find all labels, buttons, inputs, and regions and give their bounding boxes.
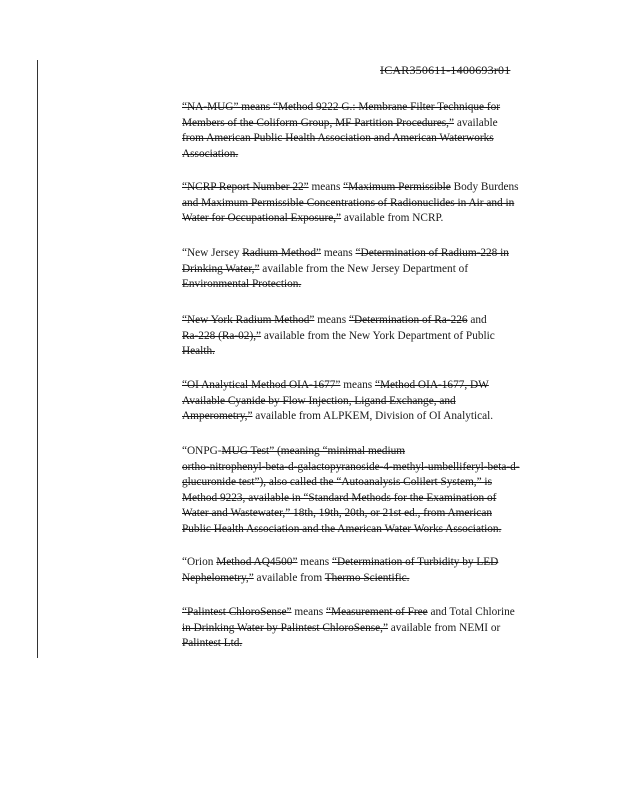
definition-line xyxy=(182,460,547,476)
definition-line xyxy=(182,329,547,345)
definition-line xyxy=(182,131,547,147)
struck-text: in Drinking Water by Palintest ChloroSense,” xyxy=(182,621,388,634)
definition-line xyxy=(182,116,547,132)
struck-text: “NCRP Report Number 22” xyxy=(182,181,309,193)
definition-line xyxy=(182,506,547,522)
definition-line xyxy=(182,621,547,637)
text-run: available from the New Jersey Department of xyxy=(259,262,469,275)
struck-text: from American Public Health Association and American Waterworks xyxy=(182,132,494,144)
text-run: means xyxy=(297,556,332,568)
text-run: means xyxy=(321,247,356,259)
definition-line xyxy=(182,211,547,227)
definition-line xyxy=(182,636,547,652)
struck-text: Association. xyxy=(182,147,239,160)
struck-text: “Measurement of Free xyxy=(326,606,428,618)
struck-text: Method 9223, available in “Standard Methods for the Examination of xyxy=(182,491,497,504)
definition-line xyxy=(182,522,547,538)
definition-palintest-chlorosense xyxy=(182,605,547,652)
text-run: means xyxy=(314,314,349,326)
definition-line xyxy=(182,180,547,196)
struck-text: ortho-nitrophenyl-beta-d-galactopyranoside-4-methyl-umbelliferyl-beta-d- xyxy=(182,460,520,473)
struck-text: “New York Radium Method” xyxy=(182,314,315,326)
definition-line xyxy=(182,491,547,507)
definition-line xyxy=(182,409,547,425)
text-run: available from ALPKEM, Division of OI Analytical. xyxy=(252,410,494,422)
struck-text: Health. xyxy=(182,345,215,357)
struck-text: Radium Method” xyxy=(242,247,321,259)
struck-text: Palintest Ltd. xyxy=(182,637,243,649)
struck-text: “Palintest ChloroSense” xyxy=(182,606,292,618)
definition-onpg-mug-test xyxy=(182,444,547,537)
definition-line xyxy=(182,344,547,360)
text-run: available from NCRP. xyxy=(341,212,444,224)
definition-line xyxy=(182,444,547,460)
struck-text: glucuronide test”), also called the “Autoanalysis Colilert System,” is xyxy=(182,476,492,488)
definition-line xyxy=(182,555,547,571)
struck-text: Public Health Association and the American Water Works Association. xyxy=(182,522,502,535)
definition-line xyxy=(182,262,547,278)
text-run: available from xyxy=(253,571,325,584)
text-run: and Total Chlorine xyxy=(427,606,515,618)
struck-text: Drinking Water,” xyxy=(182,262,260,275)
definition-new-jersey-radium xyxy=(182,246,547,293)
struck-text: Thermo Scientific. xyxy=(324,571,410,584)
margin-revision-bar xyxy=(37,60,38,658)
definition-line xyxy=(182,378,547,394)
text-run: means xyxy=(291,606,327,618)
definition-line xyxy=(182,475,547,491)
text-run: available from the New York Department of Public xyxy=(261,329,495,342)
text-run: available xyxy=(454,116,498,129)
struck-text: “Determination of Ra-226 xyxy=(348,314,468,326)
struck-text: “Maximum Permissible xyxy=(343,181,451,193)
struck-text: Available Cyanide by Flow Injection, Ligand Exchange, and xyxy=(182,394,456,407)
definition-oi-analytical xyxy=(182,378,547,425)
struck-text: “Method OIA-1677, DW xyxy=(374,379,489,391)
struck-text: Members of the Coliform Group, MF Partition Procedures,” xyxy=(182,116,455,129)
definition-na-mug xyxy=(182,100,547,162)
struck-text: Amperometry,” xyxy=(182,410,253,422)
struck-text: “Method 9222 G.: Membrane Filter Technique for xyxy=(272,101,501,113)
struck-text: MUG Test” (meaning “minimal medium xyxy=(221,445,406,457)
document-id-header: ICAR350611-1400693r01 xyxy=(380,63,511,77)
definition-new-york-radium xyxy=(182,313,547,360)
text-run: “ONPG- xyxy=(182,445,222,457)
text-run: available from NEMI or xyxy=(387,621,501,634)
text-run: means xyxy=(308,181,344,193)
text-run: “Orion xyxy=(182,556,217,568)
struck-text: Method AQ4500” xyxy=(216,556,298,568)
struck-text: “NA-MUG” means xyxy=(182,101,273,113)
struck-text: “Determination of Turbidity by LED xyxy=(332,556,499,568)
struck-text: “Determination of Radium-228 in xyxy=(355,247,509,259)
definition-line xyxy=(182,605,547,621)
definition-line xyxy=(182,100,547,116)
struck-text: Water and Wastewater,” 18th, 19th, 20th, or 21st ed., from American xyxy=(182,507,492,519)
text-run: “New Jersey xyxy=(182,247,243,259)
definition-ncrp-report-22 xyxy=(182,180,547,227)
struck-text: Water for Occupational Exposure,” xyxy=(182,212,342,224)
text-run: Body Burdens xyxy=(450,181,519,193)
text-run: means xyxy=(340,379,375,391)
struck-text: “OI Analytical Method OIA-1677” xyxy=(182,379,341,391)
struck-text: Environmental Protection. xyxy=(182,278,302,290)
definition-line xyxy=(182,313,547,329)
definition-line xyxy=(182,246,547,262)
definition-line xyxy=(182,394,547,410)
struck-text: Ra-228 (Ra-02),” xyxy=(182,329,262,342)
definition-line xyxy=(182,147,547,163)
text-run: and xyxy=(467,314,487,326)
struck-text: and Maximum Permissible Concentrations of Radionuclides in Air and in xyxy=(182,196,515,209)
definition-line xyxy=(182,196,547,212)
definition-line xyxy=(182,571,547,587)
struck-text: Nephelometry,” xyxy=(182,571,254,584)
definition-line xyxy=(182,277,547,293)
definition-orion-method xyxy=(182,555,547,586)
